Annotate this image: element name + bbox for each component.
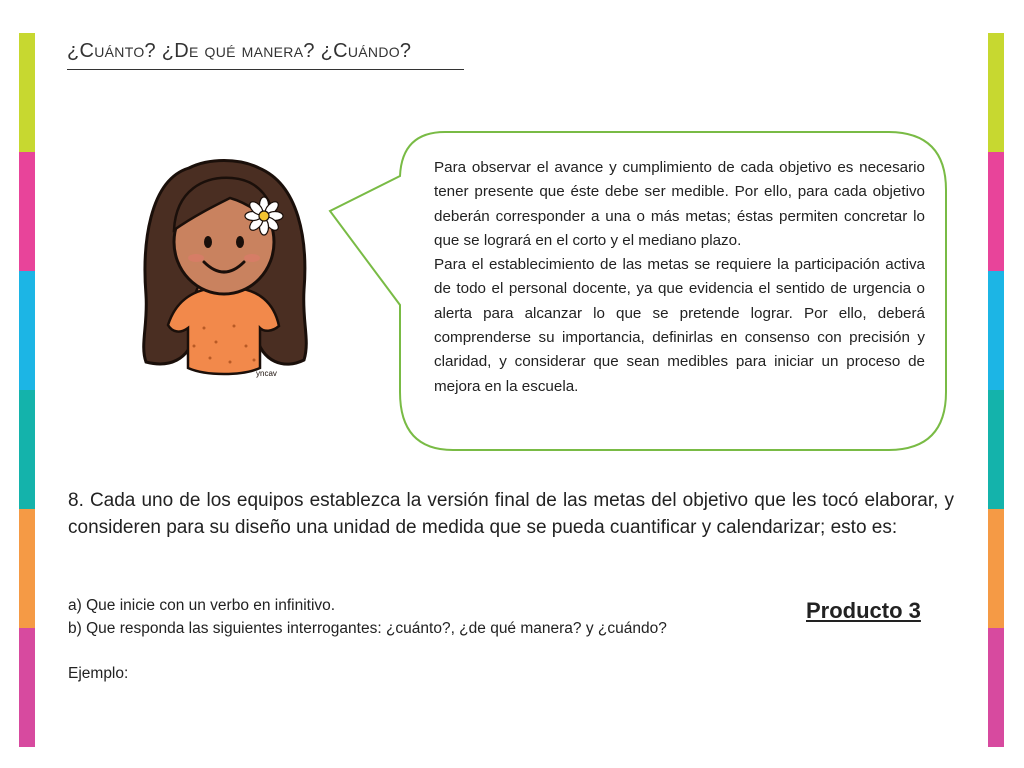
color-segment: [988, 509, 1004, 628]
color-segment: [19, 152, 35, 271]
color-segment: [988, 152, 1004, 271]
example-label: Ejemplo:: [68, 665, 129, 682]
girl-character-icon: [134, 150, 314, 385]
product-label: Producto 3: [806, 598, 921, 623]
color-segment: [19, 271, 35, 390]
instruction-text: 8. Cada uno de los equipos establezca la versión final de las metas del objetivo que les tocó elaborar, y consideren para su diseño una unidad de medida que se pueda cuantificar y calendarizar; esto es:: [68, 490, 954, 538]
title-underline: [67, 69, 464, 70]
color-segment: [19, 509, 35, 628]
color-segment: [19, 628, 35, 747]
bubble-paragraph: Para el establecimiento de las metas se requiere la participación activa de todo el personal docente, ya que evidencia el sentido de urgencia o alerta para alcanzar lo que se pretende lograr. Por ello, deberá comprenderse su importancia, definirlas en consenso con precisión y claridad, y considerar que sean medibles para iniciar un proceso de mejora en la escuela.: [434, 256, 925, 395]
left-color-bar: [19, 33, 35, 747]
color-segment: [19, 33, 35, 152]
color-segment: [988, 33, 1004, 152]
bubble-text: [434, 156, 925, 399]
list-item: a) Que inicie con un verbo en infinitivo.: [68, 597, 336, 614]
requirement-list: [68, 594, 667, 640]
slide-title: ¿Cuánto? ¿De qué manera? ¿Cuándo?: [67, 40, 412, 62]
color-segment: [19, 390, 35, 509]
color-segment: [988, 271, 1004, 390]
illustration-signature: yncav: [256, 369, 277, 378]
color-segment: [988, 390, 1004, 509]
bubble-paragraph: Para observar el avance y cumplimiento de cada objetivo es necesario tener presente que éste debe ser medible. Por ello, para cada objetivo deberán corresponder a una o más metas; éstas permiten concretar lo que se logrará en el corto y el mediano plazo.: [434, 159, 925, 249]
list-item: b) Que responda las siguientes interrogantes: ¿cuánto?, ¿de qué manera? y ¿cuándo?: [68, 620, 667, 637]
color-segment: [988, 628, 1004, 747]
right-color-bar: [988, 33, 1004, 747]
